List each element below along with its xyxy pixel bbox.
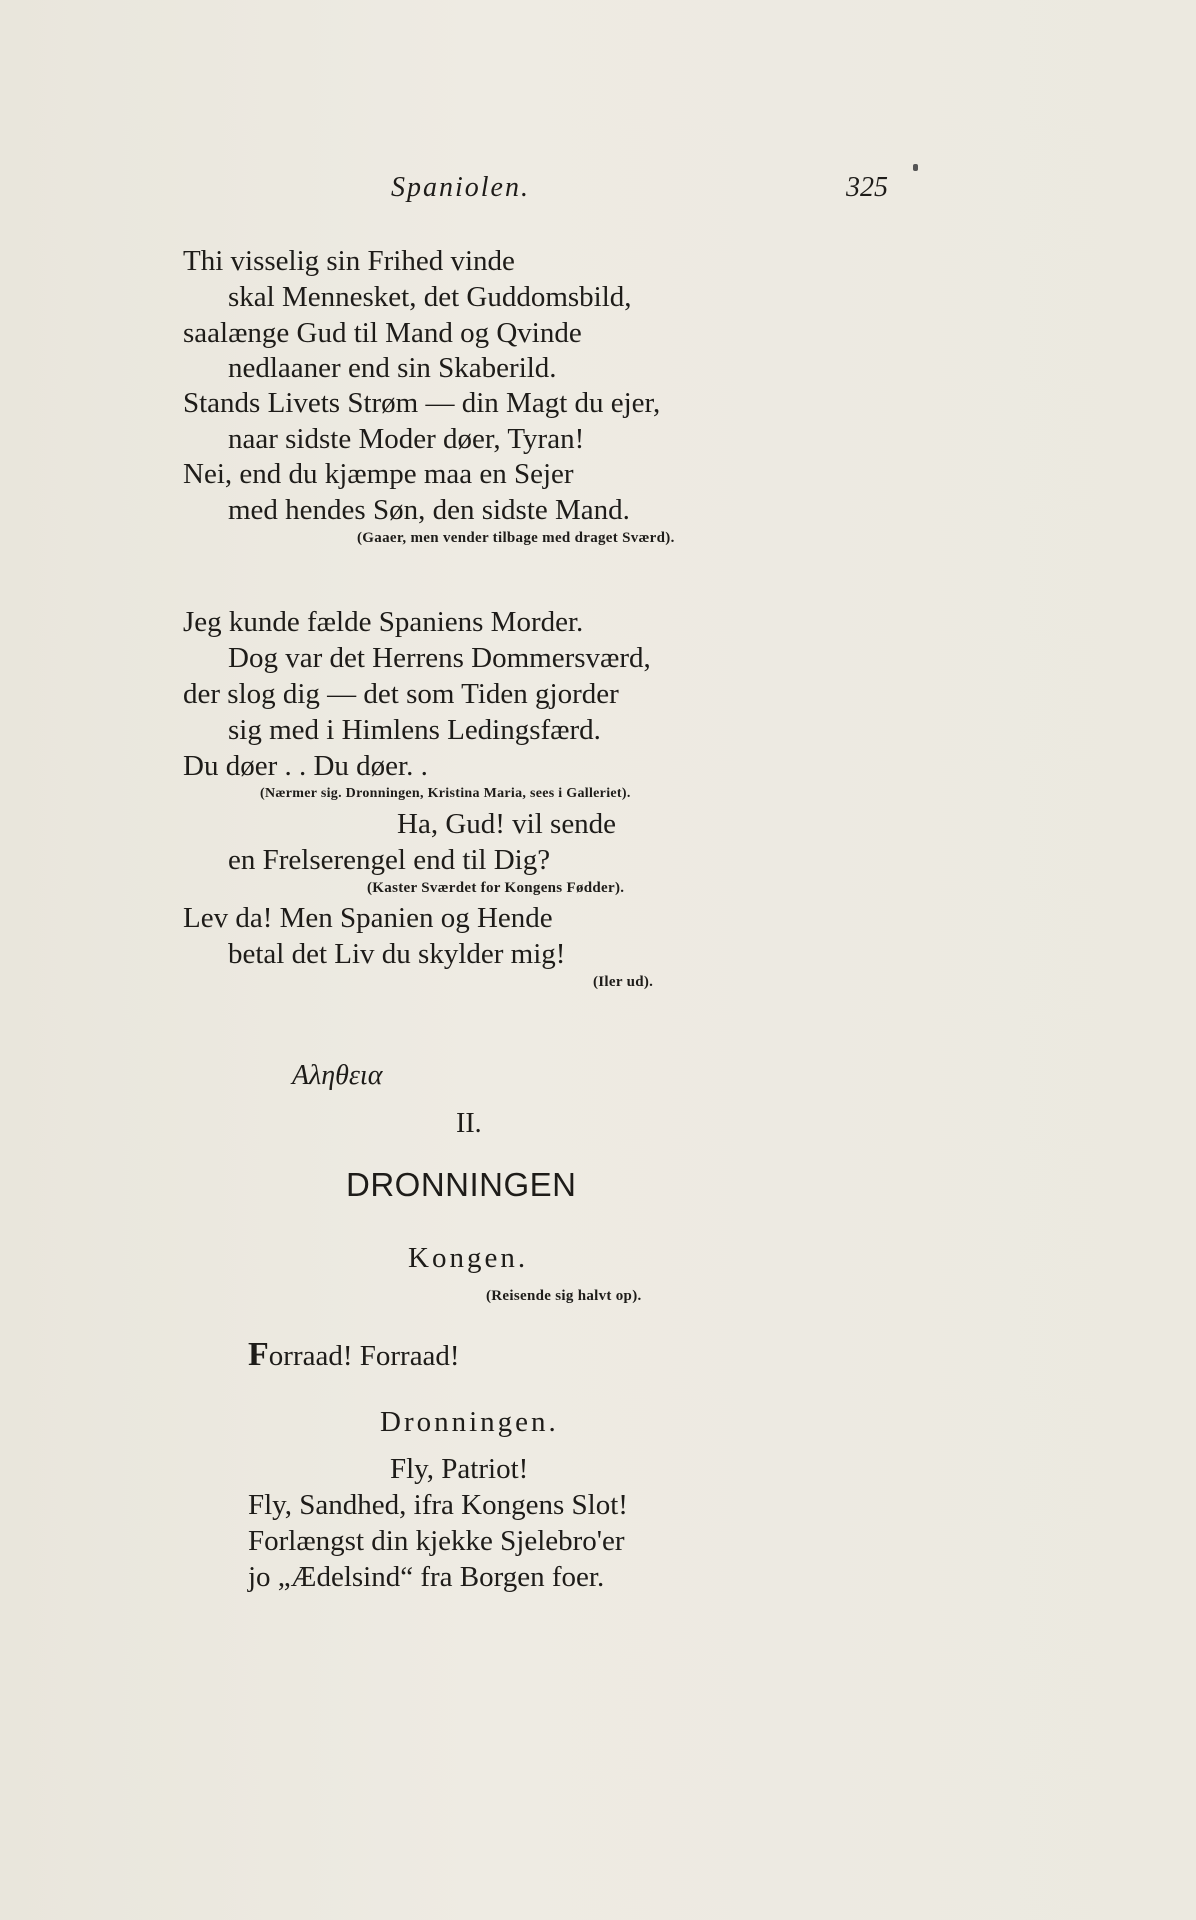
verse-line: Du døer . . Du døer. . bbox=[183, 750, 428, 782]
verse-line: Thi visselig sin Frihed vinde bbox=[183, 245, 515, 277]
stage-direction: (Iler ud). bbox=[593, 974, 654, 990]
verse-line: Forlængst din kjekke Sjelebro'er bbox=[248, 1525, 625, 1557]
verse-line: skal Mennesket, det Guddomsbild, bbox=[228, 281, 632, 313]
drop-cap: F bbox=[248, 1336, 269, 1373]
verse-line: naar sidste Moder døer, Tyran! bbox=[228, 423, 585, 455]
verse-line: nedlaaner end sin Skaberild. bbox=[228, 352, 557, 384]
stage-direction: (Gaaer, men vender tilbage med draget Sværd). bbox=[357, 530, 675, 546]
greek-motto: Αληθεια bbox=[292, 1060, 383, 1091]
stage-direction: (Kaster Sværdet for Kongens Fødder). bbox=[367, 880, 625, 896]
verse-line: saalænge Gud til Mand og Qvinde bbox=[183, 317, 582, 349]
verse-line: Fly, Patriot! bbox=[390, 1453, 529, 1485]
verse-line: Fly, Sandhed, ifra Kongens Slot! bbox=[248, 1489, 628, 1521]
verse-line: Nei, end du kjæmpe maa en Sejer bbox=[183, 458, 574, 490]
verse-line: med hendes Søn, den sidste Mand. bbox=[228, 494, 630, 526]
verse-line: sig med i Himlens Ledingsfærd. bbox=[228, 714, 601, 746]
verse-line: Ha, Gud! vil sende bbox=[397, 808, 617, 840]
king-line bbox=[248, 1337, 460, 1374]
page-number: 325 bbox=[846, 172, 888, 203]
verse-line: der slog dig — det som Tiden gjorder bbox=[183, 678, 619, 710]
ink-speck bbox=[913, 164, 918, 171]
section-number: II. bbox=[456, 1108, 482, 1139]
stage-direction: (Reisende sig halvt op). bbox=[486, 1288, 642, 1304]
verse-line: Jeg kunde fælde Spaniens Morder. bbox=[183, 606, 584, 638]
verse-line: Lev da! Men Spanien og Hende bbox=[183, 902, 553, 934]
verse-line: Stands Livets Strøm — din Magt du ejer, bbox=[183, 387, 661, 419]
verse-line: en Frelserengel end til Dig? bbox=[228, 844, 551, 876]
speaker-name: Dronningen. bbox=[380, 1406, 559, 1438]
king-line-text: orraad! Forraad! bbox=[268, 1340, 460, 1372]
speaker-name: Kongen. bbox=[408, 1242, 529, 1274]
section-title: DRONNINGEN bbox=[346, 1166, 577, 1203]
verse-line: Dog var det Herrens Dommersværd, bbox=[228, 642, 651, 674]
verse-line: jo „Ædelsind“ fra Borgen foer. bbox=[248, 1561, 605, 1593]
running-title: Spaniolen. bbox=[391, 172, 530, 203]
verse-line: betal det Liv du skylder mig! bbox=[228, 938, 566, 970]
stage-direction: (Nærmer sig. Dronningen, Kristina Maria, sees i Galleriet). bbox=[260, 786, 631, 801]
